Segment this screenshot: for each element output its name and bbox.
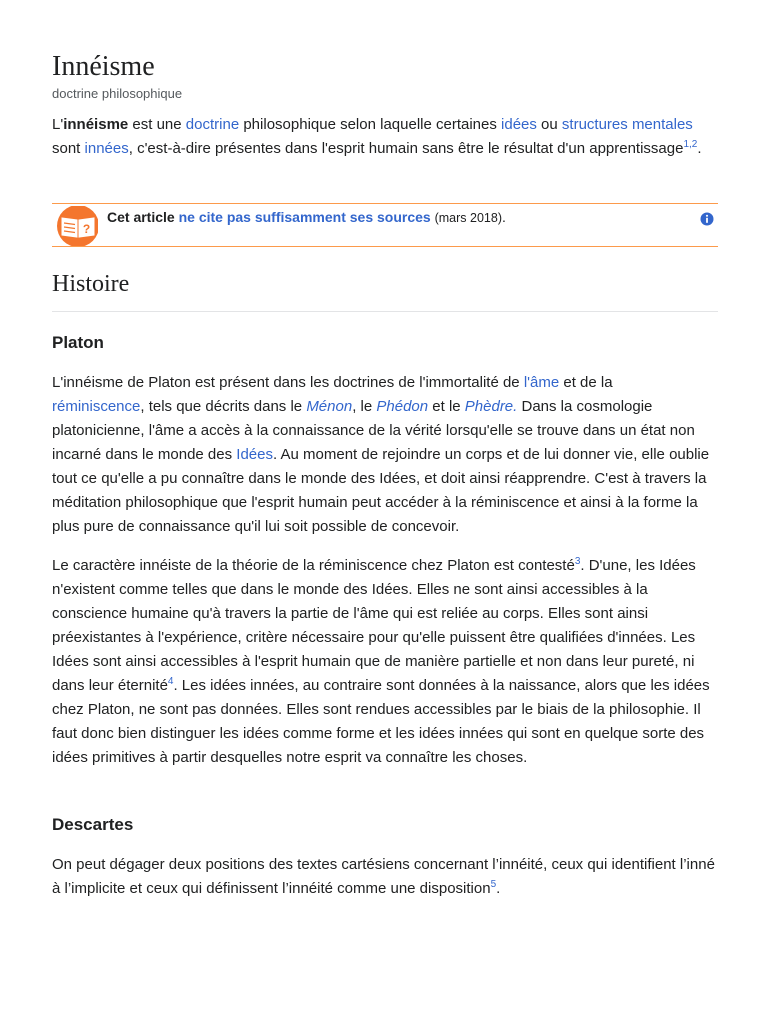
link-reminiscence[interactable]: réminiscence xyxy=(52,398,141,415)
link-sources[interactable]: ne cite pas suffisamment ses sources xyxy=(178,209,431,225)
intro-paragraph: L'innéisme est une doctrine philosophique selon laquelle certaines idées ou structures mentales sont innées, c'est-à-dire présentes dans l'esprit humain sans être le résultat d'un apprentissage$^{1,2}$. xyxy=(52,116,702,157)
link-ame[interactable]: l'âme xyxy=(523,374,560,391)
book-question-icon xyxy=(54,206,98,246)
ref-4[interactable]: 4 xyxy=(167,676,174,687)
platon-paragraph-1: L'innéisme de Platon est présent dans les doctrines de l'immortalité de l'âme et de la réminiscence, tels que décrits dans le Ménon, le Phédon et le Phèdre. Dans la cosmologie platonicienne, l'âme a accès à la connaissance de la vérité lorsqu'elle se trouve dans un état non incarné dans le monde des Idées. Au moment de rejoindre un corps et de lui donner vie, elle oublie tout ce qu'elle a pu connaître dans le monde des Idées, et doit ainsi réapprendre. C'est à travers la méditation philosophique que l'esprit humain peut accéder à la réminiscence et ainsi à la forme la plus pure de connaissance qu'il lui soit possible de concevoir. xyxy=(52,374,710,535)
link-innees[interactable]: innées xyxy=(84,140,129,157)
link-idees-monde[interactable]: Idées xyxy=(236,446,273,463)
link-idees[interactable]: idées xyxy=(501,116,537,133)
subsection-heading-platon: Platon xyxy=(52,333,104,352)
notice-date: (mars 2018) xyxy=(434,211,502,225)
link-phedon[interactable]: Phédon xyxy=(376,398,429,415)
page-subtitle: doctrine philosophique xyxy=(52,86,183,101)
subsection-heading-descartes: Descartes xyxy=(52,815,134,834)
link-menon[interactable]: Ménon xyxy=(306,398,353,415)
svg-text:?: ? xyxy=(82,222,91,236)
platon-paragraph-2: Le caractère innéiste de la théorie de la réminiscence chez Platon est contesté$^3$. D'une, les Idées n'existent comme telles que dans le monde des Idées. Elles ne sont ainsi accessibles à la conscience humaine qu'à travers la partie de l'âme qui est reliée au corps. Elles sont ainsi préexistantes à l'expérience, critère nécessaire pour qu'elle puissent être qualifiées d'innées. Les Idées sont ainsi accessibles à l'esprit humain que de manière partielle et non dans leur pureté, ni dans leur éternité$^4$. Les idées innées, au contraire sont données à la naissance, alors que les idées chez Platon, ne sont pas données. Elles sont rendues accessibles par le biais de la philosophie. Il faut donc bien distinguer les idées comme forme et les idées innées qui sont en quelque sorte des idées primitives à partir desquelles notre esprit va connaître les choses. xyxy=(52,556,710,766)
link-structures-mentales[interactable]: structures mentales xyxy=(561,116,693,133)
notice-text: Cet article ne cite pas suffisamment ses sources (mars 2018). xyxy=(107,209,506,225)
link-phedre[interactable]: Phèdre. xyxy=(464,398,518,415)
descartes-paragraph-1: On peut dégager deux positions des textes cartésiens concernant l’innéité, ceux qui identifient l’inné à l’implicite et ceux qui définissent l’innéité comme une disposition$^5$. xyxy=(52,856,715,897)
page-title: Innéisme xyxy=(52,51,155,82)
term-bold: innéisme xyxy=(63,116,129,133)
sources-notice-banner xyxy=(52,203,718,247)
ref-5[interactable]: 5 xyxy=(490,879,497,890)
section-heading-histoire: Histoire xyxy=(52,268,718,312)
text-philosophique: philosophique xyxy=(243,116,336,133)
info-icon[interactable] xyxy=(700,212,714,226)
link-doctrine[interactable]: doctrine xyxy=(185,116,240,133)
ref-1-2[interactable]: 1,2 xyxy=(683,139,698,150)
ref-3[interactable]: 3 xyxy=(574,556,581,567)
